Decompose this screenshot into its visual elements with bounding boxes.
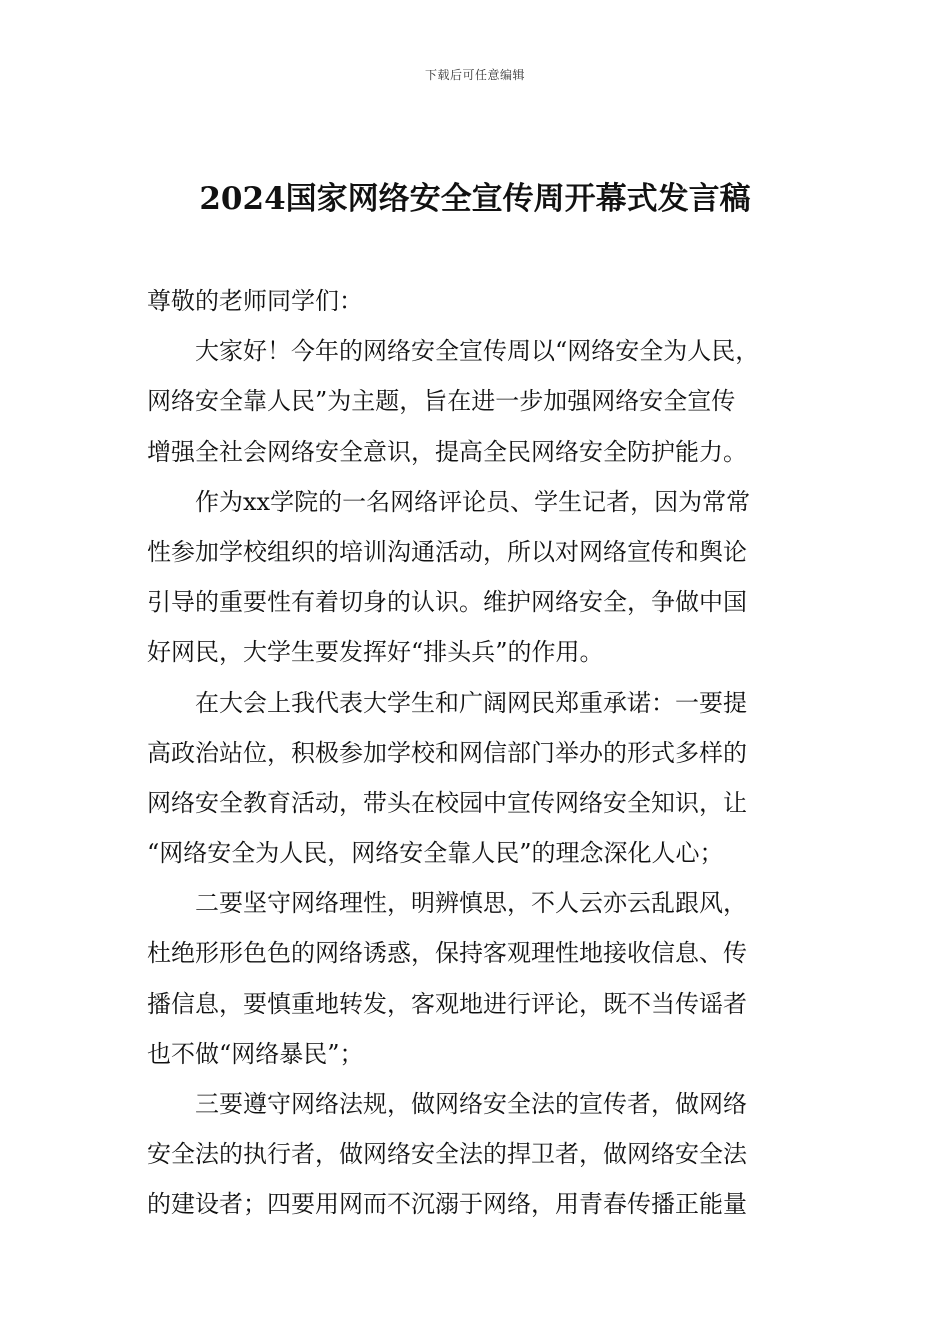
body-line: 播信息，要慎重地转发，客观地进行评论，既不当传谣者: [147, 989, 747, 1018]
body-line: 杜绝形形色色的网络诱惑，保持客观理性地接收信息、传: [147, 939, 747, 968]
body-line: 好网民，大学生要发挥好“排头兵”的作用。: [147, 638, 604, 667]
body-line: 网络安全教育活动，带头在校园中宣传网络安全知识，让: [147, 788, 747, 817]
body-line: 大家好！今年的网络安全宣传周以“网络安全为人民，: [195, 337, 760, 366]
body-line: 三要遵守网络法规，做网络安全法的宣传者，做网络: [195, 1090, 747, 1118]
body-line: 网络安全靠人民”为主题，旨在进一步加强网络安全宣传: [147, 387, 736, 416]
document-title: 2024国家网络安全宣传周开幕式发言稿: [199, 181, 751, 217]
body-line: 增强全社会网络安全意识，提高全民网络安全防护能力。: [147, 437, 747, 466]
body-line: 的建设者；四要用网而不沉溺于网络，用青春传播正能量: [147, 1190, 747, 1219]
body-line: “网络安全为人民，网络安全靠人民”的理念深化人心；: [147, 839, 724, 868]
body-line: 也不做“网络暴民”；: [147, 1039, 364, 1068]
body-line: 高政治站位，积极参加学校和网信部门举办的形式多样的: [147, 738, 747, 767]
body-line: 引导的重要性有着切身的认识。维护网络安全，争做中国: [147, 588, 747, 617]
body-line: 安全法的执行者，做网络安全法的捍卫者，做网络安全法: [147, 1140, 747, 1169]
body-line: 二要坚守网络理性，明辨慎思，不人云亦云乱跟风，: [195, 889, 747, 918]
body-line: 作为xx学院的一名网络评论员、学生记者，因为常常: [195, 487, 751, 516]
document-body: [147, 276, 812, 1230]
body-line: 性参加学校组织的培训沟通活动，所以对网络宣传和舆论: [147, 537, 747, 566]
salutation-line: 尊敬的老师同学们：: [147, 287, 363, 315]
body-line: 在大会上我代表大学生和广阔网民郑重承诺：一要提: [195, 688, 747, 717]
header-note: 下载后可任意编辑: [424, 68, 525, 82]
